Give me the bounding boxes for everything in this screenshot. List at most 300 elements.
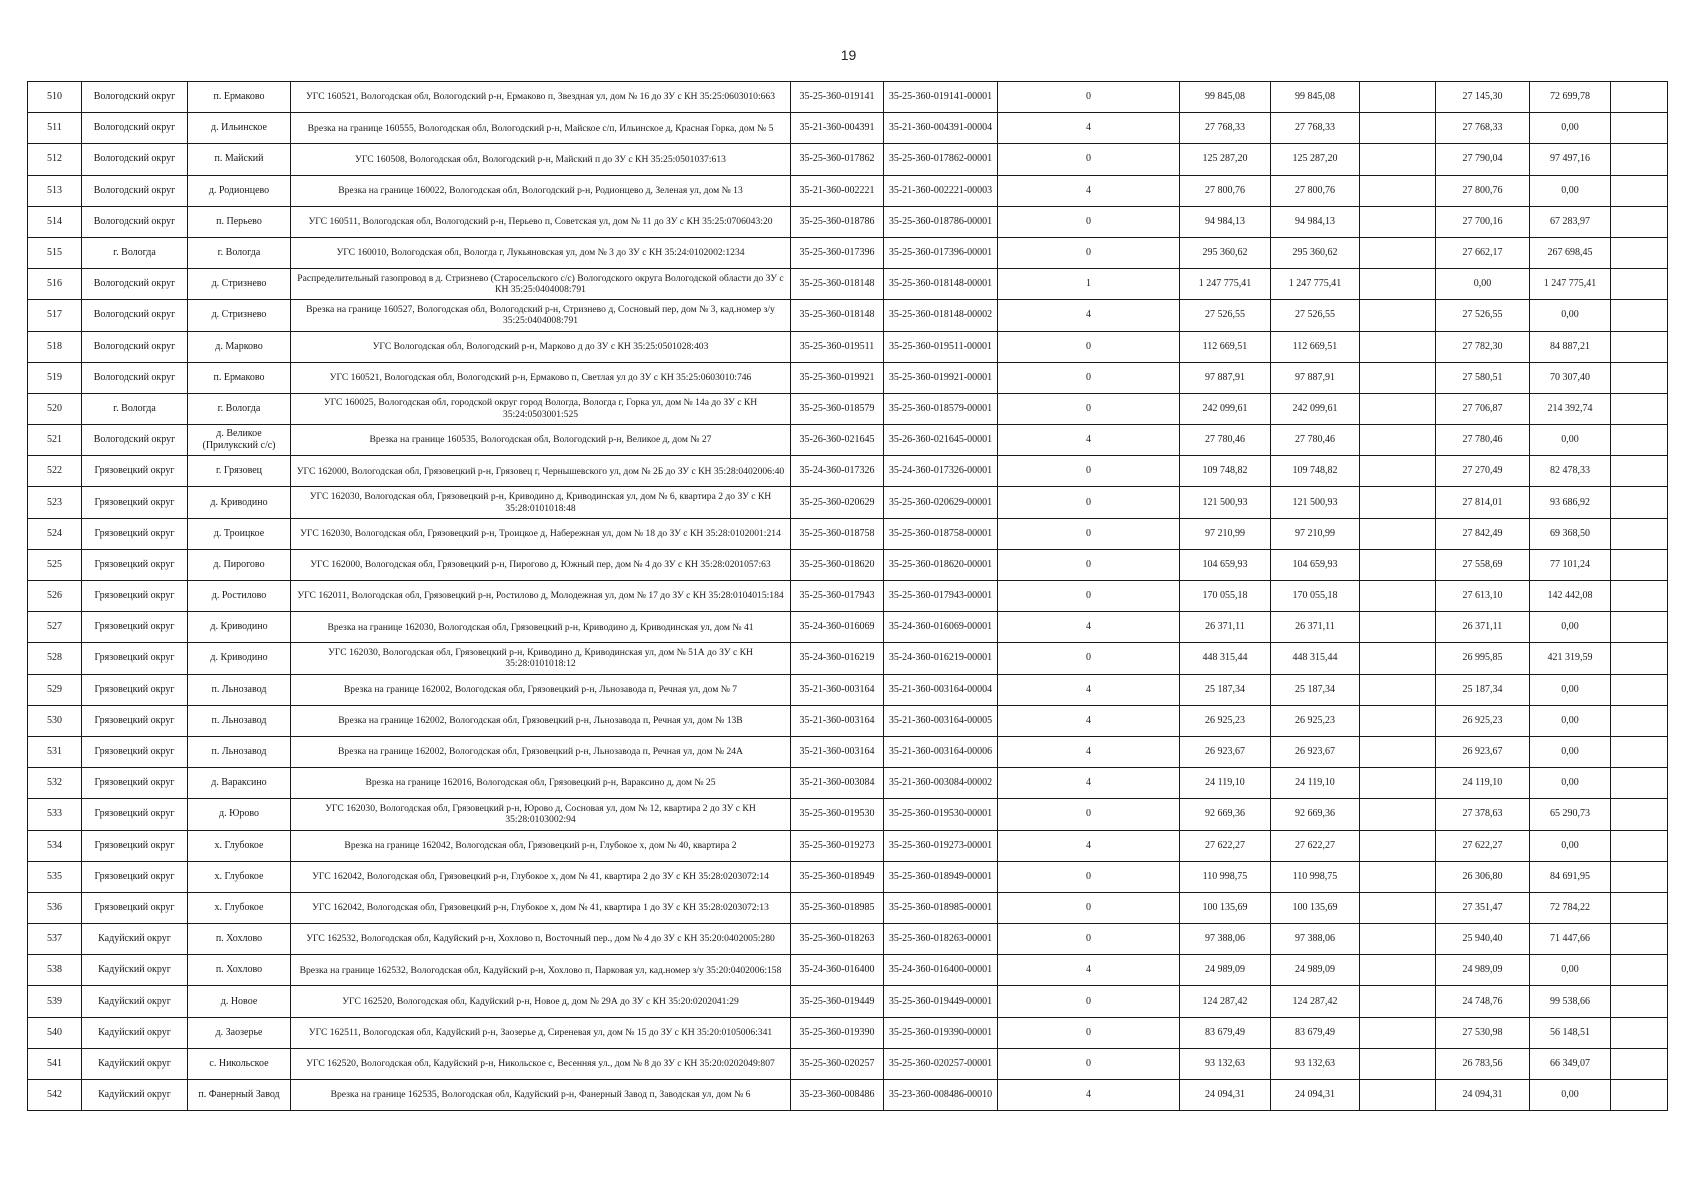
object-address-cell: Врезка на границе 160022, Вологодская обл, Вологодский р-н, Родионцево д, Зеленая ул, дом № 13 (291, 175, 791, 206)
object-address-cell: УГС 162042, Вологодская обл, Грязовецкий р-н, Глубокое х, дом № 41, квартира 2 до ЗУ с КН 35:28:0203072:14 (291, 861, 791, 892)
district-cell: Вологодский округ (82, 269, 188, 300)
data-table (27, 81, 1668, 1111)
cadastral-code-cell: 35-25-360-018148 (791, 300, 884, 331)
district-cell: Кадуйский округ (82, 1080, 188, 1111)
category-cell: 4 (998, 674, 1180, 705)
amount-5-cell: 82 478,33 (1530, 456, 1611, 487)
table-row (28, 362, 1668, 393)
table-body (28, 82, 1668, 1111)
amount-1-cell: 24 094,31 (1180, 1080, 1271, 1111)
amount-2-cell: 26 371,11 (1271, 612, 1360, 643)
object-address-cell: УГС 162011, Вологодская обл, Грязовецкий р-н, Ростилово д, Молодежная ул, дом № 17 до ЗУ с КН 35:28:0104015:184 (291, 581, 791, 612)
amount-3-cell (1360, 861, 1436, 892)
row-number-cell: 519 (28, 362, 82, 393)
object-address-cell: УГС Вологодская обл, Вологодский р-н, Марково д до ЗУ с КН 35:25:0501028:403 (291, 331, 791, 362)
table-row (28, 736, 1668, 767)
table-row (28, 82, 1668, 113)
amount-5-cell: 84 887,21 (1530, 331, 1611, 362)
table-row (28, 113, 1668, 144)
district-cell: г. Вологда (82, 393, 188, 424)
amount-3-cell (1360, 674, 1436, 705)
object-address-cell: УГС 162042, Вологодская обл, Грязовецкий р-н, Глубокое х, дом № 41, квартира 1 до ЗУ с КН 35:28:0203072:13 (291, 892, 791, 923)
amount-5-cell: 0,00 (1530, 736, 1611, 767)
amount-3-cell (1360, 393, 1436, 424)
object-address-cell: УГС 162030, Вологодская обл, Грязовецкий р-н, Юрово д, Сосновая ул, дом № 12, квартира 2 до ЗУ с КН 35:28:0103002:94 (291, 799, 791, 830)
amount-3-cell (1360, 82, 1436, 113)
cadastral-code-cell: 35-25-360-018620 (791, 549, 884, 580)
amount-2-cell: 124 287,42 (1271, 986, 1360, 1017)
amount-6-cell (1611, 955, 1668, 986)
cadastral-code-cell: 35-25-360-019449 (791, 986, 884, 1017)
amount-1-cell: 97 210,99 (1180, 518, 1271, 549)
amount-4-cell: 27 351,47 (1436, 892, 1530, 923)
amount-3-cell (1360, 581, 1436, 612)
row-number-cell: 525 (28, 549, 82, 580)
object-id-cell: 35-24-360-016219-00001 (884, 643, 998, 674)
locality-cell: п. Ермаково (188, 82, 291, 113)
amount-4-cell: 27 790,04 (1436, 144, 1530, 175)
table-row (28, 206, 1668, 237)
amount-3-cell (1360, 456, 1436, 487)
object-address-cell: Врезка на границе 162016, Вологодская обл, Грязовецкий р-н, Вараксино д, дом № 25 (291, 768, 791, 799)
category-cell: 0 (998, 861, 1180, 892)
cadastral-code-cell: 35-25-360-018786 (791, 206, 884, 237)
row-number-cell: 535 (28, 861, 82, 892)
row-number-cell: 514 (28, 206, 82, 237)
row-number-cell: 513 (28, 175, 82, 206)
district-cell: Грязовецкий округ (82, 487, 188, 518)
object-id-cell: 35-25-360-019921-00001 (884, 362, 998, 393)
amount-4-cell: 27 814,01 (1436, 487, 1530, 518)
category-cell: 0 (998, 518, 1180, 549)
object-address-cell: Распределительный газопровод в д. Стризнево (Старосельского с/с) Вологодского округа Вологодской области до ЗУ с КН 35:25:0404008:791 (291, 269, 791, 300)
cadastral-code-cell: 35-24-360-016069 (791, 612, 884, 643)
category-cell: 4 (998, 830, 1180, 861)
amount-1-cell: 26 371,11 (1180, 612, 1271, 643)
category-cell: 0 (998, 799, 1180, 830)
amount-5-cell: 0,00 (1530, 300, 1611, 331)
cadastral-code-cell: 35-24-360-016400 (791, 955, 884, 986)
row-number-cell: 521 (28, 425, 82, 456)
object-id-cell: 35-24-360-016400-00001 (884, 955, 998, 986)
amount-4-cell: 27 526,55 (1436, 300, 1530, 331)
cadastral-code-cell: 35-25-360-020257 (791, 1048, 884, 1079)
amount-6-cell (1611, 237, 1668, 268)
object-id-cell: 35-21-360-003164-00005 (884, 705, 998, 736)
amount-6-cell (1611, 518, 1668, 549)
row-number-cell: 529 (28, 674, 82, 705)
table-row (28, 518, 1668, 549)
amount-3-cell (1360, 487, 1436, 518)
amount-4-cell: 27 270,49 (1436, 456, 1530, 487)
amount-2-cell: 97 210,99 (1271, 518, 1360, 549)
amount-5-cell: 421 319,59 (1530, 643, 1611, 674)
cadastral-code-cell: 35-21-360-003164 (791, 736, 884, 767)
table-row (28, 861, 1668, 892)
category-cell: 4 (998, 425, 1180, 456)
row-number-cell: 540 (28, 1017, 82, 1048)
amount-1-cell: 26 923,67 (1180, 736, 1271, 767)
amount-5-cell: 97 497,16 (1530, 144, 1611, 175)
object-id-cell: 35-25-360-019390-00001 (884, 1017, 998, 1048)
amount-6-cell (1611, 736, 1668, 767)
cadastral-code-cell: 35-21-360-004391 (791, 113, 884, 144)
object-id-cell: 35-25-360-017943-00001 (884, 581, 998, 612)
object-address-cell: УГС 162030, Вологодская обл, Грязовецкий р-н, Криводино д, Криводинская ул, дом № 51А до ЗУ с КН 35:28:0101018:12 (291, 643, 791, 674)
amount-3-cell (1360, 113, 1436, 144)
locality-cell: п. Льнозавод (188, 705, 291, 736)
category-cell: 0 (998, 206, 1180, 237)
locality-cell: п. Ермаково (188, 362, 291, 393)
locality-cell: д. Великое (Прилукский с/с) (188, 425, 291, 456)
amount-5-cell: 0,00 (1530, 612, 1611, 643)
amount-6-cell (1611, 300, 1668, 331)
amount-2-cell: 24 094,31 (1271, 1080, 1360, 1111)
amount-1-cell: 27 800,76 (1180, 175, 1271, 206)
amount-2-cell: 26 923,67 (1271, 736, 1360, 767)
amount-5-cell: 71 447,66 (1530, 924, 1611, 955)
amount-2-cell: 93 132,63 (1271, 1048, 1360, 1079)
district-cell: Кадуйский округ (82, 955, 188, 986)
object-address-cell: Врезка на границе 162002, Вологодская обл, Грязовецкий р-н, Льнозавода п, Речная ул, дом № 24А (291, 736, 791, 767)
category-cell: 4 (998, 736, 1180, 767)
object-address-cell: УГС 162520, Вологодская обл, Кадуйский р-н, Новое д, дом № 29А до ЗУ с КН 35:20:0202041:29 (291, 986, 791, 1017)
amount-6-cell (1611, 861, 1668, 892)
district-cell: Вологодский округ (82, 331, 188, 362)
category-cell: 4 (998, 300, 1180, 331)
category-cell: 0 (998, 144, 1180, 175)
amount-6-cell (1611, 674, 1668, 705)
object-id-cell: 35-25-360-018148-00002 (884, 300, 998, 331)
category-cell: 1 (998, 269, 1180, 300)
amount-6-cell (1611, 113, 1668, 144)
table-row (28, 768, 1668, 799)
object-id-cell: 35-25-360-019449-00001 (884, 986, 998, 1017)
category-cell: 0 (998, 1048, 1180, 1079)
district-cell: Грязовецкий округ (82, 705, 188, 736)
amount-1-cell: 97 887,91 (1180, 362, 1271, 393)
amount-6-cell (1611, 1048, 1668, 1079)
locality-cell: г. Вологда (188, 237, 291, 268)
district-cell: Кадуйский округ (82, 1048, 188, 1079)
amount-3-cell (1360, 237, 1436, 268)
cadastral-code-cell: 35-24-360-017326 (791, 456, 884, 487)
object-id-cell: 35-25-360-017396-00001 (884, 237, 998, 268)
amount-5-cell: 72 784,22 (1530, 892, 1611, 923)
row-number-cell: 526 (28, 581, 82, 612)
amount-3-cell (1360, 549, 1436, 580)
locality-cell: д. Пирогово (188, 549, 291, 580)
amount-6-cell (1611, 206, 1668, 237)
row-number-cell: 524 (28, 518, 82, 549)
object-id-cell: 35-21-360-002221-00003 (884, 175, 998, 206)
locality-cell: х. Глубокое (188, 830, 291, 861)
locality-cell: п. Майский (188, 144, 291, 175)
amount-1-cell: 448 315,44 (1180, 643, 1271, 674)
row-number-cell: 518 (28, 331, 82, 362)
object-id-cell: 35-25-360-020629-00001 (884, 487, 998, 518)
amount-1-cell: 124 287,42 (1180, 986, 1271, 1017)
district-cell: Кадуйский округ (82, 1017, 188, 1048)
amount-6-cell (1611, 924, 1668, 955)
amount-1-cell: 24 989,09 (1180, 955, 1271, 986)
amount-3-cell (1360, 269, 1436, 300)
category-cell: 0 (998, 581, 1180, 612)
amount-5-cell: 0,00 (1530, 830, 1611, 861)
category-cell: 0 (998, 331, 1180, 362)
row-number-cell: 517 (28, 300, 82, 331)
amount-4-cell: 27 613,10 (1436, 581, 1530, 612)
amount-6-cell (1611, 144, 1668, 175)
locality-cell: п. Льнозавод (188, 736, 291, 767)
district-cell: Кадуйский округ (82, 986, 188, 1017)
district-cell: Грязовецкий округ (82, 456, 188, 487)
object-address-cell: УГС 162030, Вологодская обл, Грязовецкий р-н, Троицкое д, Набережная ул, дом № 18 до ЗУ с КН 35:28:0102001:214 (291, 518, 791, 549)
object-address-cell: Врезка на границе 162002, Вологодская обл, Грязовецкий р-н, Льнозавода п, Речная ул, дом № 7 (291, 674, 791, 705)
amount-2-cell: 97 388,06 (1271, 924, 1360, 955)
district-cell: Грязовецкий округ (82, 674, 188, 705)
amount-3-cell (1360, 518, 1436, 549)
amount-5-cell: 0,00 (1530, 425, 1611, 456)
amount-4-cell: 27 378,63 (1436, 799, 1530, 830)
cadastral-code-cell: 35-25-360-019273 (791, 830, 884, 861)
amount-1-cell: 93 132,63 (1180, 1048, 1271, 1079)
category-cell: 0 (998, 237, 1180, 268)
amount-4-cell: 27 662,17 (1436, 237, 1530, 268)
object-id-cell: 35-21-360-003084-00002 (884, 768, 998, 799)
object-id-cell: 35-25-360-018579-00001 (884, 393, 998, 424)
table-row (28, 269, 1668, 300)
category-cell: 4 (998, 1080, 1180, 1111)
locality-cell: п. Хохлово (188, 924, 291, 955)
object-address-cell: УГС 160511, Вологодская обл, Вологодский р-н, Перьево п, Советская ул, дом № 11 до ЗУ с КН 35:25:0706043:20 (291, 206, 791, 237)
locality-cell: г. Грязовец (188, 456, 291, 487)
amount-4-cell: 25 940,40 (1436, 924, 1530, 955)
object-address-cell: Врезка на границе 162030, Вологодская обл, Грязовецкий р-н, Криводино д, Криводинская ул, дом № 41 (291, 612, 791, 643)
amount-5-cell: 0,00 (1530, 705, 1611, 736)
amount-6-cell (1611, 830, 1668, 861)
amount-2-cell: 24 119,10 (1271, 768, 1360, 799)
amount-2-cell: 24 989,09 (1271, 955, 1360, 986)
amount-3-cell (1360, 175, 1436, 206)
row-number-cell: 528 (28, 643, 82, 674)
object-address-cell: УГС 160521, Вологодская обл, Вологодский р-н, Ермаково п, Звездная ул, дом № 16 до ЗУ с КН 35:25:0603010:663 (291, 82, 791, 113)
district-cell: Грязовецкий округ (82, 736, 188, 767)
object-id-cell: 35-25-360-019530-00001 (884, 799, 998, 830)
cadastral-code-cell: 35-25-360-020629 (791, 487, 884, 518)
amount-3-cell (1360, 612, 1436, 643)
amount-2-cell: 112 669,51 (1271, 331, 1360, 362)
amount-1-cell: 83 679,49 (1180, 1017, 1271, 1048)
amount-4-cell: 24 748,76 (1436, 986, 1530, 1017)
amount-4-cell: 26 306,80 (1436, 861, 1530, 892)
district-cell: Грязовецкий округ (82, 799, 188, 830)
category-cell: 0 (998, 643, 1180, 674)
amount-1-cell: 170 055,18 (1180, 581, 1271, 612)
amount-4-cell: 27 580,51 (1436, 362, 1530, 393)
amount-6-cell (1611, 705, 1668, 736)
cadastral-code-cell: 35-24-360-016219 (791, 643, 884, 674)
object-address-cell: УГС 160521, Вологодская обл, Вологодский р-н, Ермаково п, Светлая ул до ЗУ с КН 35:25:0603010:746 (291, 362, 791, 393)
amount-3-cell (1360, 1080, 1436, 1111)
cadastral-code-cell: 35-25-360-017862 (791, 144, 884, 175)
amount-3-cell (1360, 924, 1436, 955)
row-number-cell: 511 (28, 113, 82, 144)
row-number-cell: 516 (28, 269, 82, 300)
amount-3-cell (1360, 986, 1436, 1017)
amount-1-cell: 100 135,69 (1180, 892, 1271, 923)
amount-4-cell: 27 700,16 (1436, 206, 1530, 237)
amount-5-cell: 0,00 (1530, 674, 1611, 705)
amount-1-cell: 109 748,82 (1180, 456, 1271, 487)
category-cell: 0 (998, 1017, 1180, 1048)
amount-3-cell (1360, 1017, 1436, 1048)
cadastral-code-cell: 35-25-360-019921 (791, 362, 884, 393)
row-number-cell: 539 (28, 986, 82, 1017)
amount-1-cell: 295 360,62 (1180, 237, 1271, 268)
amount-1-cell: 94 984,13 (1180, 206, 1271, 237)
amount-3-cell (1360, 300, 1436, 331)
amount-6-cell (1611, 581, 1668, 612)
amount-2-cell: 83 679,49 (1271, 1017, 1360, 1048)
amount-3-cell (1360, 206, 1436, 237)
amount-5-cell: 142 442,08 (1530, 581, 1611, 612)
category-cell: 0 (998, 393, 1180, 424)
amount-4-cell: 26 923,67 (1436, 736, 1530, 767)
amount-4-cell: 26 995,85 (1436, 643, 1530, 674)
locality-cell: д. Вараксино (188, 768, 291, 799)
amount-3-cell (1360, 362, 1436, 393)
amount-5-cell: 66 349,07 (1530, 1048, 1611, 1079)
amount-2-cell: 27 800,76 (1271, 175, 1360, 206)
district-cell: Вологодский округ (82, 300, 188, 331)
amount-4-cell: 27 768,33 (1436, 113, 1530, 144)
amount-5-cell: 70 307,40 (1530, 362, 1611, 393)
amount-2-cell: 99 845,08 (1271, 82, 1360, 113)
locality-cell: д. Стризнево (188, 269, 291, 300)
cadastral-code-cell: 35-25-360-018148 (791, 269, 884, 300)
locality-cell: д. Юрово (188, 799, 291, 830)
cadastral-code-cell: 35-25-360-018263 (791, 924, 884, 955)
row-number-cell: 522 (28, 456, 82, 487)
amount-2-cell: 97 887,91 (1271, 362, 1360, 393)
cadastral-code-cell: 35-21-360-003084 (791, 768, 884, 799)
amount-1-cell: 99 845,08 (1180, 82, 1271, 113)
category-cell: 0 (998, 362, 1180, 393)
amount-1-cell: 27 526,55 (1180, 300, 1271, 331)
amount-4-cell: 26 371,11 (1436, 612, 1530, 643)
locality-cell: п. Перьево (188, 206, 291, 237)
amount-6-cell (1611, 643, 1668, 674)
amount-6-cell (1611, 1017, 1668, 1048)
amount-4-cell: 24 989,09 (1436, 955, 1530, 986)
object-id-cell: 35-25-360-019141-00001 (884, 82, 998, 113)
cadastral-code-cell: 35-23-360-008486 (791, 1080, 884, 1111)
object-id-cell: 35-25-360-019273-00001 (884, 830, 998, 861)
table-row (28, 799, 1668, 830)
object-address-cell: УГС 160025, Вологодская обл, городской округ город Вологда, Вологда г, Горка ул, дом № 14а до ЗУ с КН 35:24:0503001:525 (291, 393, 791, 424)
object-id-cell: 35-25-360-018263-00001 (884, 924, 998, 955)
amount-5-cell: 0,00 (1530, 113, 1611, 144)
locality-cell: п. Фанерный Завод (188, 1080, 291, 1111)
object-id-cell: 35-25-360-017862-00001 (884, 144, 998, 175)
amount-5-cell: 0,00 (1530, 768, 1611, 799)
amount-1-cell: 104 659,93 (1180, 549, 1271, 580)
category-cell: 4 (998, 612, 1180, 643)
table-row (28, 175, 1668, 206)
table-row (28, 986, 1668, 1017)
table-row (28, 643, 1668, 674)
cadastral-code-cell: 35-21-360-002221 (791, 175, 884, 206)
amount-4-cell: 27 622,27 (1436, 830, 1530, 861)
amount-6-cell (1611, 425, 1668, 456)
amount-1-cell: 112 669,51 (1180, 331, 1271, 362)
district-cell: г. Вологда (82, 237, 188, 268)
object-address-cell: УГС 162520, Вологодская обл, Кадуйский р-н, Никольское с, Весенняя ул., дом № 8 до ЗУ с КН 35:20:0202049:807 (291, 1048, 791, 1079)
category-cell: 0 (998, 456, 1180, 487)
locality-cell: д. Криводино (188, 612, 291, 643)
amount-4-cell: 27 145,30 (1436, 82, 1530, 113)
district-cell: Грязовецкий округ (82, 581, 188, 612)
table-row (28, 1048, 1668, 1079)
amount-3-cell (1360, 331, 1436, 362)
category-cell: 0 (998, 82, 1180, 113)
object-address-cell: УГС 162000, Вологодская обл, Грязовецкий р-н, Пирогово д, Южный пер, дом № 4 до ЗУ с КН 35:28:0201057:63 (291, 549, 791, 580)
table-row (28, 924, 1668, 955)
district-cell: Вологодский округ (82, 175, 188, 206)
amount-5-cell: 0,00 (1530, 175, 1611, 206)
table-row (28, 300, 1668, 331)
amount-4-cell: 27 780,46 (1436, 425, 1530, 456)
amount-1-cell: 27 780,46 (1180, 425, 1271, 456)
table-row (28, 144, 1668, 175)
amount-6-cell (1611, 799, 1668, 830)
amount-2-cell: 242 099,61 (1271, 393, 1360, 424)
table-row (28, 393, 1668, 424)
amount-6-cell (1611, 549, 1668, 580)
amount-3-cell (1360, 768, 1436, 799)
row-number-cell: 523 (28, 487, 82, 518)
locality-cell: д. Стризнево (188, 300, 291, 331)
row-number-cell: 510 (28, 82, 82, 113)
row-number-cell: 520 (28, 393, 82, 424)
amount-2-cell: 121 500,93 (1271, 487, 1360, 518)
row-number-cell: 527 (28, 612, 82, 643)
amount-1-cell: 1 247 775,41 (1180, 269, 1271, 300)
table-row (28, 456, 1668, 487)
amount-1-cell: 26 925,23 (1180, 705, 1271, 736)
amount-5-cell: 72 699,78 (1530, 82, 1611, 113)
amount-5-cell: 267 698,45 (1530, 237, 1611, 268)
amount-3-cell (1360, 955, 1436, 986)
amount-5-cell: 99 538,66 (1530, 986, 1611, 1017)
amount-6-cell (1611, 393, 1668, 424)
amount-2-cell: 109 748,82 (1271, 456, 1360, 487)
amount-5-cell: 77 101,24 (1530, 549, 1611, 580)
district-cell: Вологодский округ (82, 206, 188, 237)
row-number-cell: 515 (28, 237, 82, 268)
cadastral-code-cell: 35-25-360-018579 (791, 393, 884, 424)
table-row (28, 674, 1668, 705)
row-number-cell: 530 (28, 705, 82, 736)
table-row (28, 830, 1668, 861)
category-cell: 0 (998, 487, 1180, 518)
row-number-cell: 532 (28, 768, 82, 799)
amount-4-cell: 27 530,98 (1436, 1017, 1530, 1048)
category-cell: 0 (998, 549, 1180, 580)
object-id-cell: 35-25-360-018148-00001 (884, 269, 998, 300)
amount-2-cell: 27 768,33 (1271, 113, 1360, 144)
